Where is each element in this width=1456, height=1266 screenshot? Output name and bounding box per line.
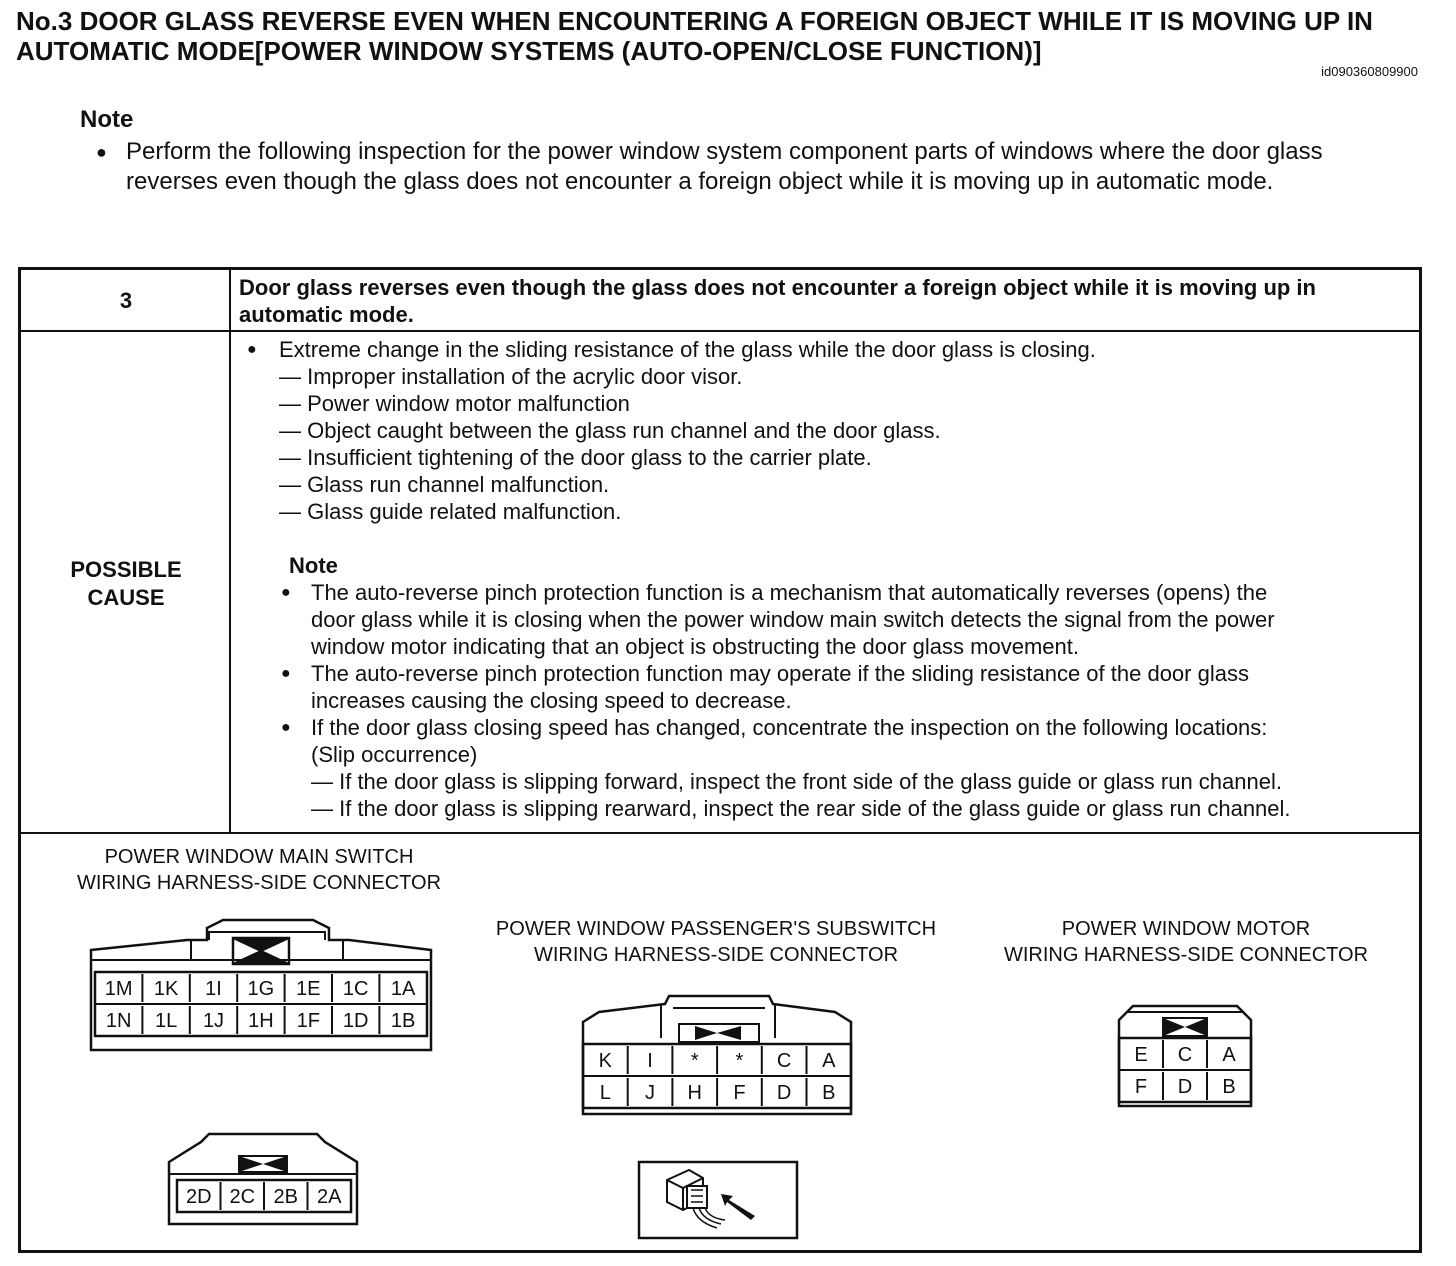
cause-main-text: Extreme change in the sliding resistance of the glass while the door glass is closing. [279, 337, 1096, 362]
pin-label: 1K [153, 978, 179, 1001]
main-switch-second-connector-diagram [165, 1132, 361, 1228]
pin-label: 1B [390, 1010, 416, 1033]
cause-item: — Improper installation of the acrylic door visor. [279, 364, 743, 389]
main-switch-connector-diagram [87, 918, 437, 1058]
note-line: (Slip occurrence) [311, 742, 478, 767]
cause-main-item [247, 336, 1417, 363]
pin-label: C [776, 1050, 792, 1073]
motor-connector-diagram [1115, 998, 1257, 1110]
pin-label: 1F [296, 1010, 320, 1033]
bullet-icon: ● [247, 341, 257, 358]
pin-label: 1N [105, 1010, 132, 1033]
main-switch-label [49, 844, 469, 896]
pin-label: 2A [317, 1186, 342, 1209]
document-id: id090360809900 [1321, 64, 1418, 79]
motor-label [981, 916, 1391, 968]
pin-label: 2B [273, 1186, 298, 1209]
symptom-table [18, 267, 1422, 1253]
note-text: Perform the following inspection for the power window system component parts of windows where the door glass reverses even though the glass does not encounter a foreign object while it is moving up in automatic mode. [126, 138, 1323, 195]
subswitch-connector-diagram [579, 994, 855, 1120]
pin-label: D [776, 1082, 792, 1105]
pin-label: F [733, 1082, 746, 1105]
possible-cause-content [247, 336, 1417, 822]
pin-label: A [822, 1050, 836, 1073]
pin-label: B [1222, 1076, 1236, 1099]
note-heading: Note [80, 106, 134, 133]
harness-side-connector-icon [637, 1160, 799, 1240]
cause-item: — Insufficient tightening of the door glass to the carrier plate. [279, 445, 872, 470]
pin-label: K [598, 1050, 613, 1073]
cause-item: — Glass run channel malfunction. [279, 472, 610, 497]
cause-item: — Glass guide related malfunction. [279, 499, 622, 524]
possible-cause-label-line: CAUSE [87, 585, 165, 610]
pin-label: B [822, 1082, 836, 1105]
main-switch-label-line: POWER WINDOW MAIN SWITCH [104, 846, 414, 868]
pin-label: 2D [185, 1186, 212, 1209]
note-line: The auto-reverse pinch protection function may operate if the sliding resistance of the door glass [311, 661, 1249, 686]
bullet-icon: ● [96, 142, 107, 162]
subswitch-label [471, 916, 961, 968]
pin-label: 1E [296, 978, 321, 1001]
motor-label-line: POWER WINDOW MOTOR [1061, 918, 1311, 940]
cause-item: — Object caught between the glass run channel and the door glass. [279, 418, 941, 443]
cause-note-heading: Note [289, 553, 338, 578]
pin-label: A [1222, 1044, 1236, 1067]
subswitch-label-line: POWER WINDOW PASSENGER'S SUBSWITCH [495, 918, 937, 940]
pin-label: * [735, 1050, 744, 1073]
pin-label: J [645, 1082, 656, 1105]
bullet-icon: ● [281, 665, 291, 682]
possible-cause-label [21, 556, 231, 612]
note-line: window motor indicating that an object is obstructing the door glass movement. [311, 634, 1079, 659]
note-dash-item: — If the door glass is slipping forward, inspect the front side of the glass guide or glass run channel. [311, 769, 1282, 794]
bullet-icon: ● [281, 719, 291, 736]
pin-label: 1G [247, 978, 275, 1001]
pin-label: 1C [342, 978, 369, 1001]
pin-label: F [1134, 1076, 1148, 1099]
pin-label: C [1177, 1044, 1193, 1067]
pin-label: D [1177, 1076, 1193, 1099]
note-item [247, 660, 1417, 687]
motor-label-line: WIRING HARNESS-SIDE CONNECTOR [1003, 944, 1369, 966]
note-body [96, 137, 1396, 197]
pin-label: L [599, 1082, 611, 1105]
note-item [247, 579, 1417, 606]
pin-label: 1I [205, 978, 222, 1001]
main-switch-label-line: WIRING HARNESS-SIDE CONNECTOR [76, 872, 442, 894]
table-row-divider [21, 832, 1419, 834]
pin-label: * [690, 1050, 699, 1073]
pin-label: 1M [104, 978, 133, 1001]
note-line: door glass while it is closing when the power window main switch detects the signal from the power [311, 607, 1275, 632]
bullet-icon: ● [281, 584, 291, 601]
pin-label: E [1134, 1044, 1148, 1067]
cause-item: — Power window motor malfunction [279, 391, 630, 416]
row-number: 3 [119, 288, 133, 313]
pin-label: 1L [154, 1010, 178, 1033]
note-line: The auto-reverse pinch protection function is a mechanism that automatically reverses (opens) the [311, 580, 1268, 605]
pin-label: 1H [248, 1010, 274, 1033]
note-item [247, 714, 1417, 741]
possible-cause-label-line: POSSIBLE [70, 557, 182, 582]
pin-label: 1A [390, 978, 416, 1001]
page-title: No.3 DOOR GLASS REVERSE EVEN WHEN ENCOUNTERING A FOREIGN OBJECT WHILE IT IS MOVING UP IN AUTOMATIC MODE[POWER WINDOW SYSTEMS (AUTO-OPEN/CLOSE FUNCTION)] [16, 6, 1373, 66]
note-line: If the door glass closing speed has changed, concentrate the inspection on the following locations: [311, 715, 1268, 740]
pin-label: I [647, 1050, 653, 1073]
pin-label: H [687, 1082, 702, 1105]
note-dash-item: — If the door glass is slipping rearward, inspect the rear side of the glass guide or glass run channel. [311, 796, 1291, 821]
pin-label: 2C [229, 1186, 256, 1209]
row-heading: Door glass reverses even though the glass does not encounter a foreign object while it is moving up in automatic mode. [239, 275, 1316, 327]
pin-label: 1D [342, 1010, 369, 1033]
note-line: increases causing the closing speed to decrease. [311, 688, 792, 713]
subswitch-label-line: WIRING HARNESS-SIDE CONNECTOR [533, 944, 899, 966]
pin-label: 1J [202, 1010, 225, 1033]
table-column-divider [229, 270, 231, 832]
